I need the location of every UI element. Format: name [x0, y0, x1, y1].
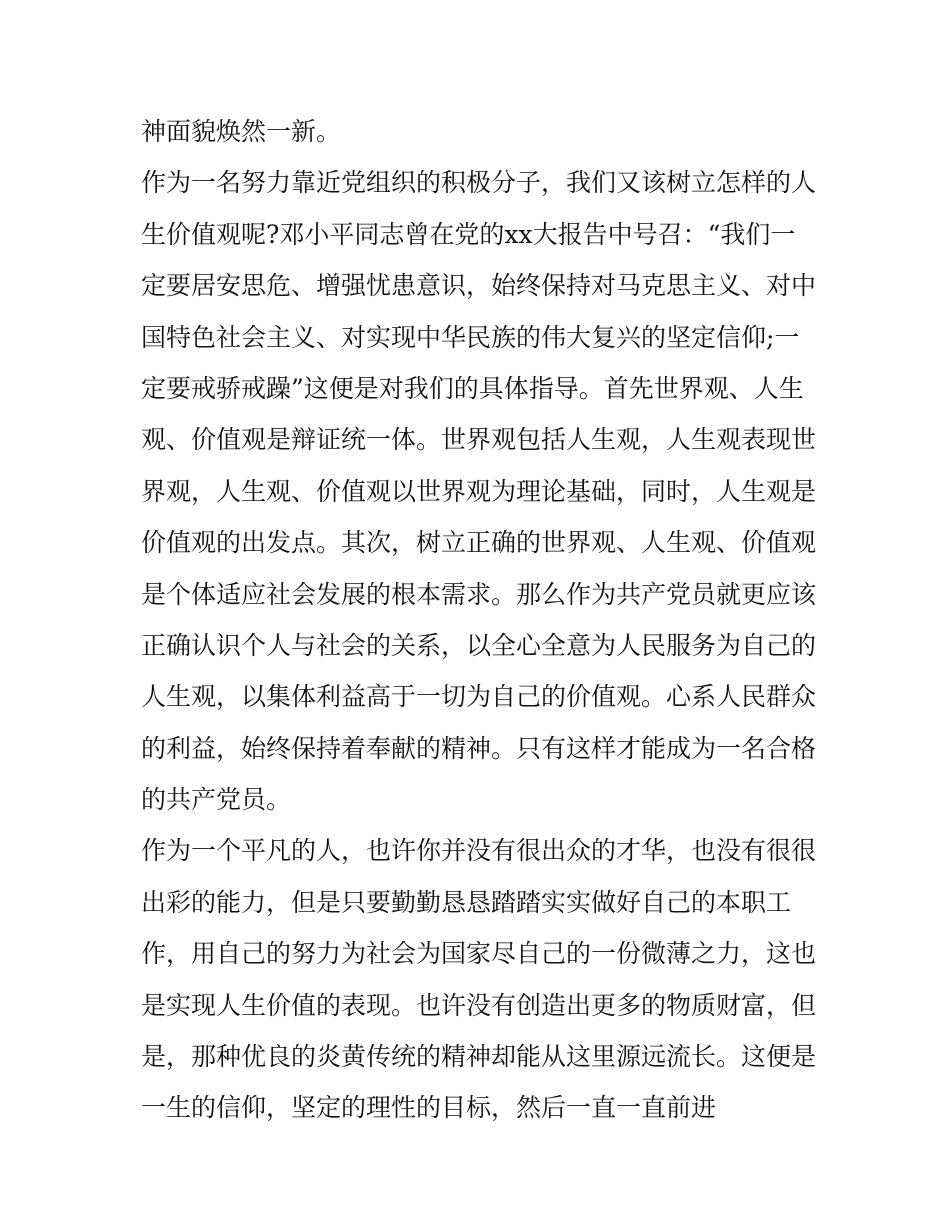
- body-text: [141, 106, 821, 1134]
- text-line: 定要居安思危、增强忧患意识，始终保持对马克思主义、对中: [141, 271, 817, 301]
- text-line: 生价值观呢?邓小平同志曾在党的xx大报告中号召：“我们一: [141, 219, 796, 249]
- text-line: 作为一个平凡的人，也许你并没有很出众的才华，也没有很很: [141, 836, 817, 866]
- text-line: 的共产党员。: [141, 785, 292, 815]
- text-line: 神面貌焕然一新。: [141, 117, 342, 146]
- text-line: 正确认识个人与社会的关系，以全心全意为人民服务为自己的: [141, 630, 817, 660]
- text-line: 出彩的能力，但是只要勤勤恳恳踏踏实实做好自己的本职工: [141, 887, 792, 917]
- text-line: 作，用自己的努力为社会为国家尽自己的一份微薄之力，这也: [141, 939, 817, 969]
- text-line: 国特色社会主义、对实现中华民族的伟大复兴的坚定信仰;一: [141, 322, 800, 352]
- text-line: 是实现人生价值的表现。也许没有创造出更多的物质财富，但: [141, 990, 817, 1020]
- text-line: 观、价值观是辩证统一体。世界观包括人生观，人生观表现世: [141, 425, 817, 455]
- text-line: 的利益，始终保持着奉献的精神。只有这样才能成为一名合格: [141, 733, 817, 763]
- text-line: 定要戒骄戒躁”这便是对我们的具体指导。首先世界观、人生: [141, 373, 804, 403]
- text-line: 价值观的出发点。其次，树立正确的世界观、人生观、价值观: [141, 528, 817, 558]
- text-line: 人生观，以集体利益高于一切为自己的价值观。心系人民群众: [141, 682, 817, 712]
- text-line: 作为一名努力靠近党组织的积极分子，我们又该树立怎样的人: [141, 168, 817, 198]
- text-line: 是，那种优良的炎黄传统的精神却能从这里源远流长。这便是: [141, 1042, 817, 1072]
- text-line: 一生的信仰，坚定的理性的目标，然后一直一直前进: [141, 1093, 717, 1123]
- text-line: 界观，人生观、价值观以世界观为理论基础，同时，人生观是: [141, 476, 817, 506]
- text-line: 是个体适应社会发展的根本需求。那么作为共产党员就更应该: [141, 579, 817, 609]
